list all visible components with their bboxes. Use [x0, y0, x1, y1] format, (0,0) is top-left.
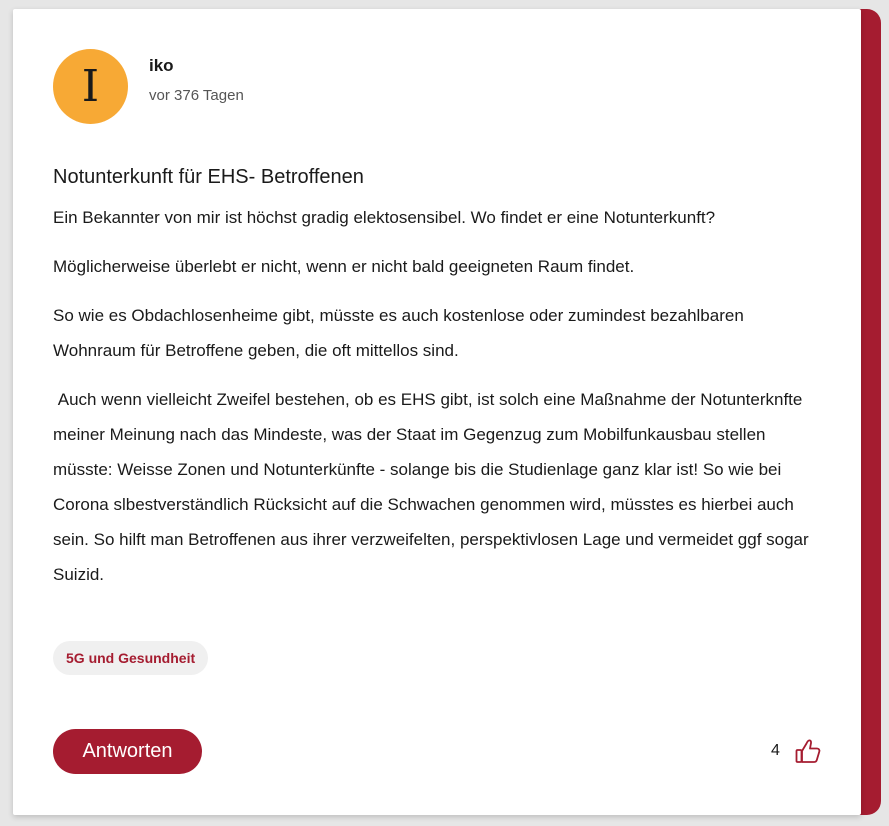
post-paragraph: Ein Bekannter von mir ist höchst gradig elektosensibel. Wo findet er eine Notunterkunft? [53, 208, 716, 227]
post-paragraph: So wie es Obdachlosenheime gibt, müsste es auch kostenlose oder zumindest bezahlbaren Wohnraum für Betroffene geben, die oft mittellos sind. [53, 306, 744, 360]
post-body [53, 200, 823, 606]
author-meta [149, 49, 244, 104]
post-timestamp: vor 376 Tagen [149, 87, 244, 104]
like-count: 4 [771, 742, 780, 759]
post-paragraph: Möglicherweise überlebt er nicht, wenn er nicht bald geeigneten Raum findet. [53, 257, 635, 276]
post-card [13, 9, 861, 815]
reply-button[interactable]: Antworten [53, 729, 202, 774]
author-block [53, 49, 244, 124]
author-name[interactable]: iko [149, 56, 174, 75]
thumbs-up-icon[interactable] [794, 737, 822, 765]
avatar[interactable]: I [53, 49, 128, 124]
post-title: Notunterkunft für EHS- Betroffenen [53, 166, 364, 188]
post-paragraph: Auch wenn vielleicht Zweifel bestehen, ob es EHS gibt, ist solch eine Maßnahme der Notunterknfte meiner Meinung nach das Mindeste, was der Staat im Gegenzug zum Mobilfunkausbau stellen müsste: Weisse Zonen und Notunterkünfte - solange bis die Studienlage ganz klar ist! So wie bei Corona slbestverständlich Rücksicht auf die Schwachen genommen wird, müsstes es hierbei auch sein. So hilft man Betroffenen aus ihrer verzweifelten, perspektivlosen Lage und vermeidet ggf sogar Suizid. [53, 390, 814, 584]
topic-tag[interactable]: 5G und Gesundheit [53, 641, 208, 675]
like-area [771, 737, 822, 765]
